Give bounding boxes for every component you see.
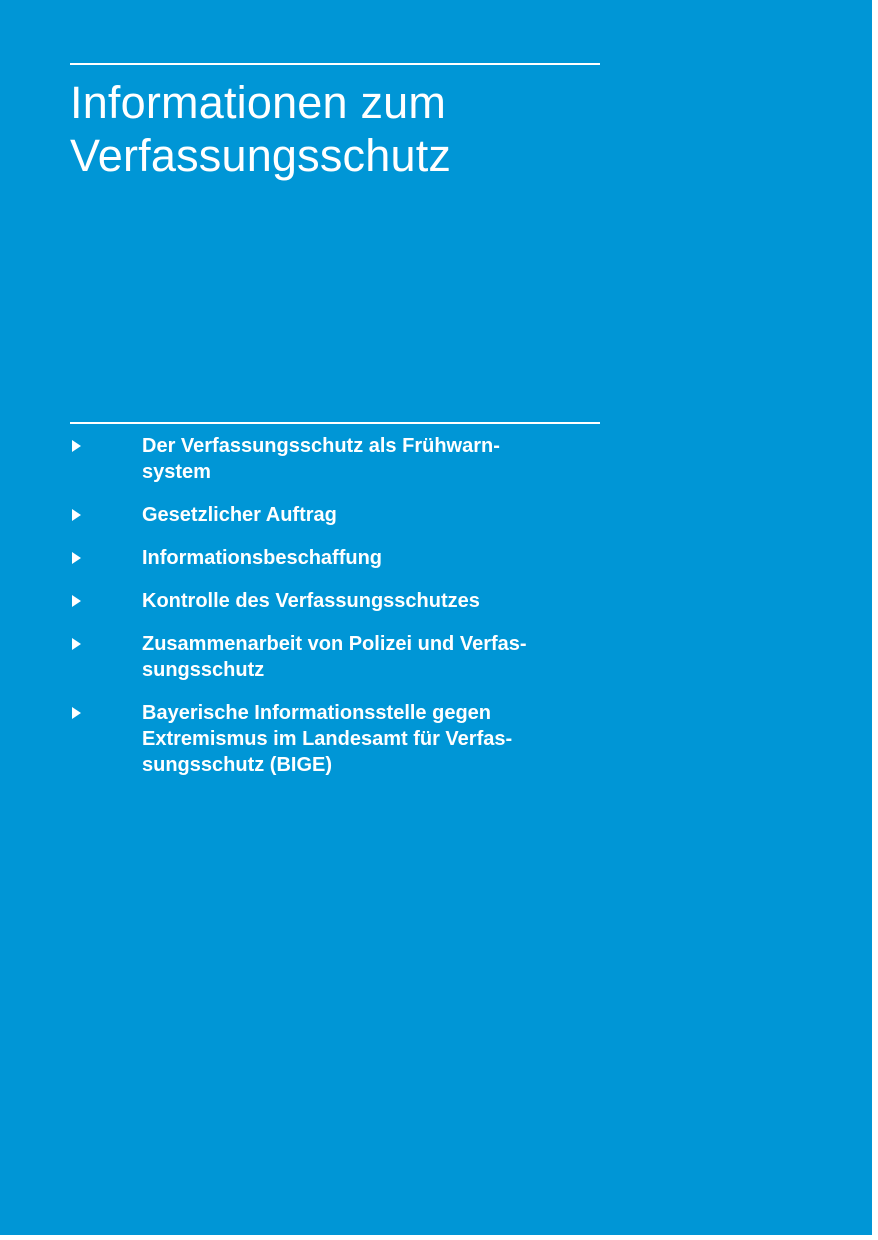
toc-item-informationsbeschaffung[interactable] (70, 545, 610, 571)
toc-item-label: Der Verfassungsschutz als Frühwarn- system (142, 435, 500, 483)
toc-item-label: Kontrolle des Verfassungsschutzes (142, 590, 480, 612)
triangle-right-icon (72, 595, 81, 607)
toc-item-label: Bayerische Informationsstelle gegen Extremismus im Landesamt für Verfas- sungsschutz (BIGE) (142, 702, 513, 776)
triangle-right-icon (72, 552, 81, 564)
triangle-right-icon (72, 638, 81, 650)
page-title (70, 76, 630, 182)
section-divider (70, 422, 600, 424)
table-of-contents (70, 433, 610, 795)
top-divider (70, 63, 600, 65)
triangle-right-icon (72, 440, 81, 452)
toc-item-label: Zusammenarbeit von Polizei und Verfas- sungsschutz (142, 633, 527, 681)
toc-item-fruehwarnsystem[interactable] (70, 433, 610, 485)
toc-item-bige[interactable] (70, 700, 610, 778)
toc-item-kontrolle[interactable] (70, 588, 610, 614)
toc-item-label: Gesetzlicher Auftrag (142, 504, 337, 526)
toc-item-zusammenarbeit[interactable] (70, 631, 610, 683)
toc-item-gesetzlicher-auftrag[interactable] (70, 502, 610, 528)
triangle-right-icon (72, 509, 81, 521)
triangle-right-icon (72, 707, 81, 719)
page-title-line-2: Verfassungsschutz (70, 130, 452, 181)
toc-item-label: Informationsbeschaffung (142, 547, 383, 569)
page-title-line-1: Informationen zum (70, 77, 447, 128)
